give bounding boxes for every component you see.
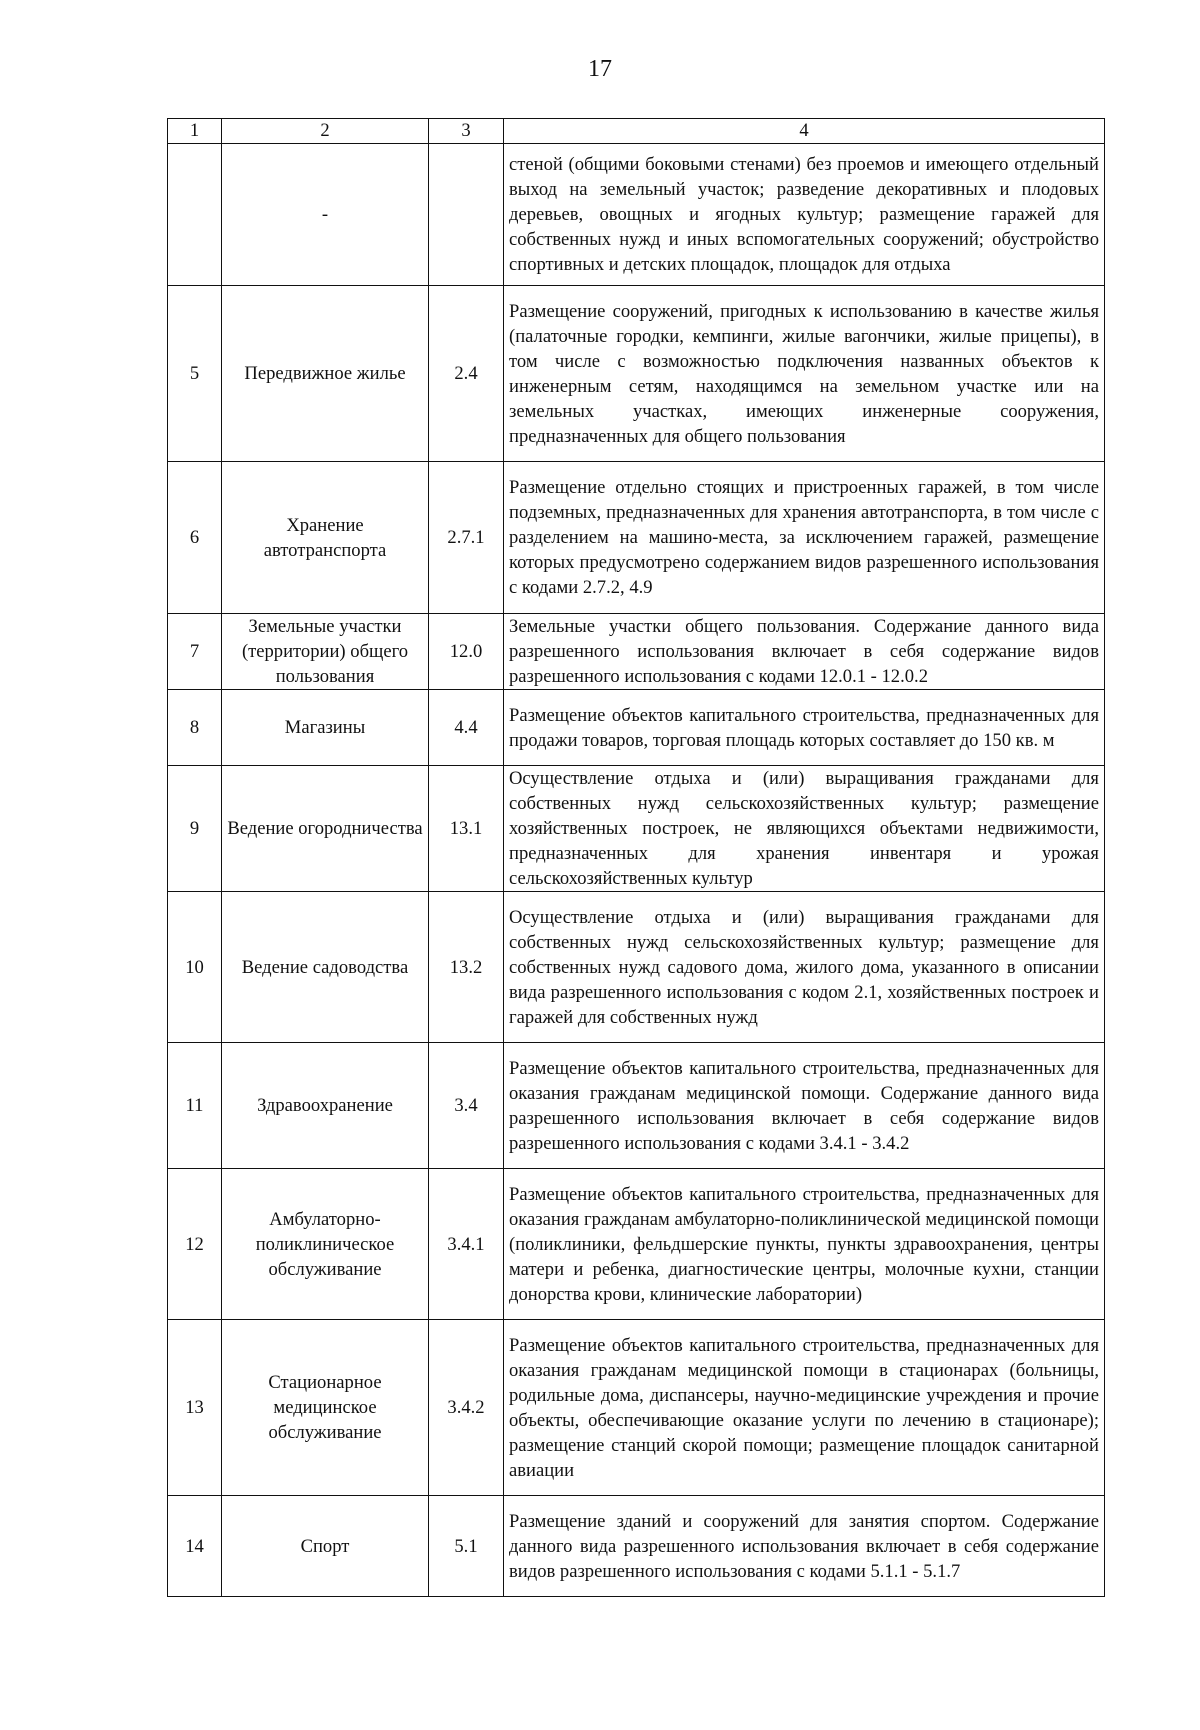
table-row: [168, 1320, 1105, 1496]
land-use-name: Передвижное жилье: [222, 286, 429, 462]
land-use-name: Ведение садоводства: [222, 892, 429, 1043]
land-use-name: Стационарное медицинское обслуживание: [222, 1320, 429, 1496]
land-use-name: Ведение огородничества: [222, 766, 429, 892]
table-row: [168, 1169, 1105, 1320]
column-header: 3: [429, 119, 504, 144]
land-use-name: Земельные участки (территории) общего пользования: [222, 614, 429, 690]
land-use-table: [167, 118, 1105, 1597]
table-header-row: [168, 119, 1105, 144]
land-use-code: 3.4: [429, 1043, 504, 1169]
table-row: [168, 1043, 1105, 1169]
row-number: 12: [168, 1169, 222, 1320]
land-use-description: Осуществление отдыха и (или) выращивания гражданами для собственных нужд сельскохозяйственных культур; размещение хозяйственных построек, не являющихся объектами недвижимости, предназначенных для хранения инвентаря и урожая сельскохозяйственных культур: [504, 766, 1105, 892]
land-use-description: Размещение сооружений, пригодных к использованию в качестве жилья (палаточные городки, кемпинги, жилые вагончики, жилые прицепы), в том числе с возможностью подключения названных объектов к инженерным сетям, находящимся на земельном участке или на земельных участках, имеющих инженерные сооружения, предназначенных для общего пользования: [504, 286, 1105, 462]
land-use-code: 3.4.1: [429, 1169, 504, 1320]
land-use-name: Магазины: [222, 690, 429, 766]
land-use-description: Размещение отдельно стоящих и пристроенных гаражей, в том числе подземных, предназначенных для хранения автотранспорта, в том числе с разделением на машино-места, за исключением гаражей, размещение которых предусмотрено содержанием видов разрешенного использования с кодами 2.7.2, 4.9: [504, 462, 1105, 614]
row-number: 14: [168, 1496, 222, 1597]
land-use-description: стеной (общими боковыми стенами) без проемов и имеющего отдельный выход на земельный участок; разведение декоративных и плодовых деревьев, овощных и ягодных культур; размещение гаражей для собственных нужд и иных вспомогательных сооружений; обустройство спортивных и детских площадок, площадок для отдыха: [504, 144, 1105, 286]
row-number: [168, 144, 222, 286]
land-use-description: Размещение объектов капитального строительства, предназначенных для оказания гражданам амбулаторно-поликлинической медицинской помощи (поликлиники, фельдшерские пункты, пункты здравоохранения, центры матери и ребенка, диагностические центры, молочные кухни, станции донорства крови, клинические лаборатории): [504, 1169, 1105, 1320]
table-row: [168, 892, 1105, 1043]
row-number: 8: [168, 690, 222, 766]
row-number: 11: [168, 1043, 222, 1169]
table-row: [168, 286, 1105, 462]
land-use-name: Здравоохранение: [222, 1043, 429, 1169]
land-use-code: 12.0: [429, 614, 504, 690]
land-use-description: Земельные участки общего пользования. Содержание данного вида разрешенного использования включает в себя содержание видов разрешенного использования с кодами 12.0.1 - 12.0.2: [504, 614, 1105, 690]
row-number: 10: [168, 892, 222, 1043]
table-row: [168, 614, 1105, 690]
land-use-description: Осуществление отдыха и (или) выращивания гражданами для собственных нужд сельскохозяйственных культур; размещение для собственных нужд садового дома, жилого дома, указанного в описании вида разрешенного использования с кодом 2.1, хозяйственных построек и гаражей для собственных нужд: [504, 892, 1105, 1043]
table-row: [168, 462, 1105, 614]
column-header: 1: [168, 119, 222, 144]
row-number: 7: [168, 614, 222, 690]
row-number: 6: [168, 462, 222, 614]
row-number: 9: [168, 766, 222, 892]
land-use-description: Размещение объектов капитального строительства, предназначенных для оказания гражданам медицинской помощи в стационарах (больницы, родильные дома, диспансеры, научно-медицинские учреждения и прочие объекты, обеспечивающие оказание услуги по лечению в стационаре); размещение станций скорой помощи; размещение площадок санитарной авиации: [504, 1320, 1105, 1496]
land-use-description: Размещение объектов капитального строительства, предназначенных для продажи товаров, торговая площадь которых составляет до 150 кв. м: [504, 690, 1105, 766]
land-use-code: 13.2: [429, 892, 504, 1043]
column-header: 2: [222, 119, 429, 144]
table-row: [168, 690, 1105, 766]
table-row: [168, 1496, 1105, 1597]
row-number: 5: [168, 286, 222, 462]
land-use-code: 2.4: [429, 286, 504, 462]
land-use-code: [429, 144, 504, 286]
land-use-name: Хранение автотранспорта: [222, 462, 429, 614]
land-use-description: Размещение объектов капитального строительства, предназначенных для оказания гражданам медицинской помощи. Содержание данного вида разрешенного использования включает в себя содержание видов разрешенного использования с кодами 3.4.1 - 3.4.2: [504, 1043, 1105, 1169]
land-use-name: Спорт: [222, 1496, 429, 1597]
land-use-code: 3.4.2: [429, 1320, 504, 1496]
row-number: 13: [168, 1320, 222, 1496]
column-header: 4: [504, 119, 1105, 144]
land-use-name: -: [222, 144, 429, 286]
land-use-code: 2.7.1: [429, 462, 504, 614]
land-use-code: 13.1: [429, 766, 504, 892]
land-use-code: 5.1: [429, 1496, 504, 1597]
land-use-description: Размещение зданий и сооружений для занятия спортом. Содержание данного вида разрешенного использования включает в себя содержание видов разрешенного использования с кодами 5.1.1 - 5.1.7: [504, 1496, 1105, 1597]
page-number: 17: [588, 56, 612, 82]
table-row: [168, 144, 1105, 286]
land-use-code: 4.4: [429, 690, 504, 766]
land-use-name: Амбулаторно-поликлиническое обслуживание: [222, 1169, 429, 1320]
table-row: [168, 766, 1105, 892]
